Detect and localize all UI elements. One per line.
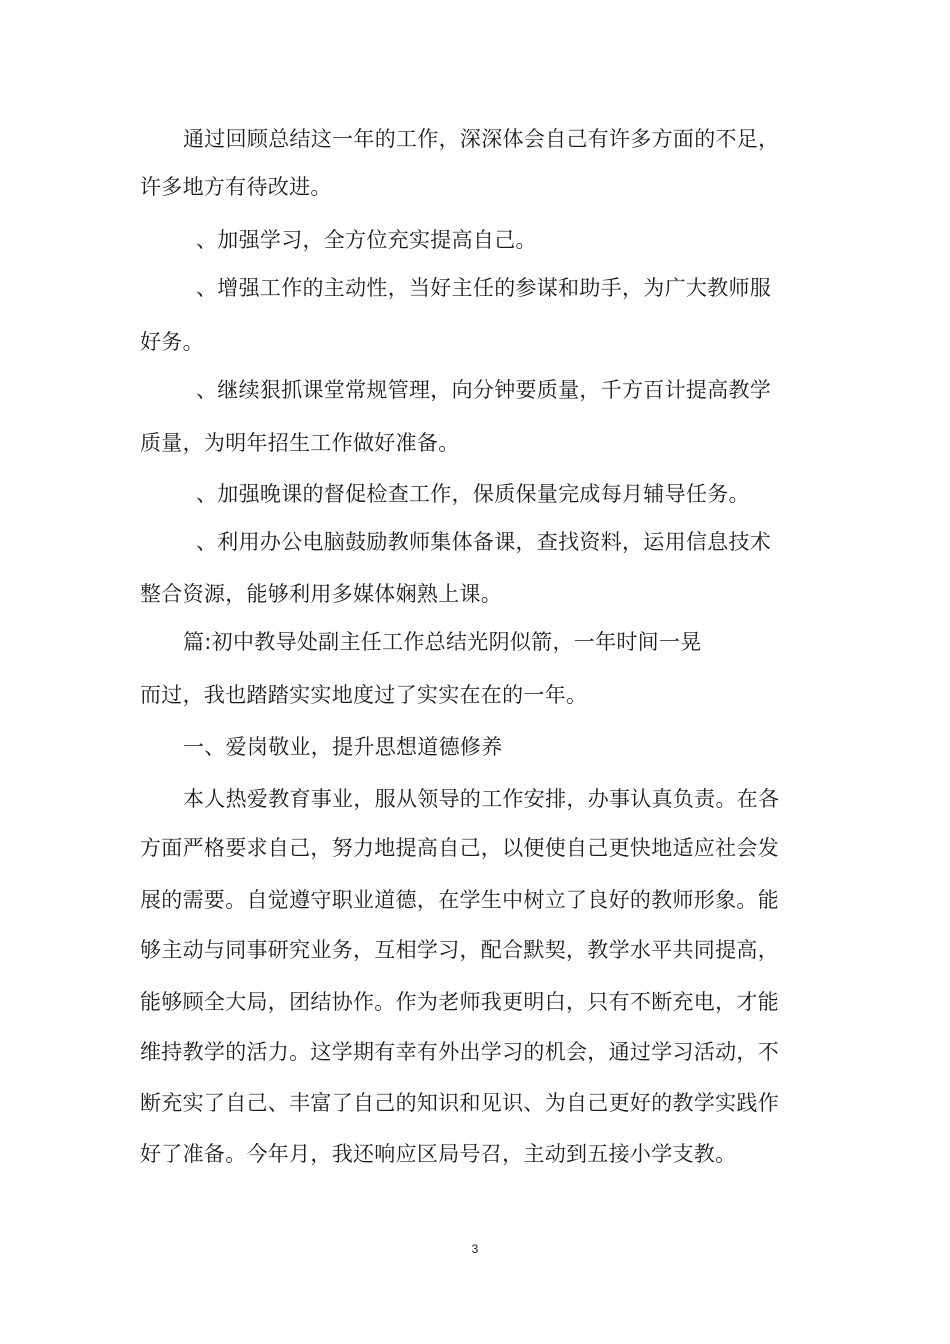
text-line: 展的需要。自觉遵守职业道德，在学生中树立了良好的教师形象。能 (140, 888, 779, 912)
section-heading: 一、爱岗敬业，提升思想道德修养 (183, 735, 503, 759)
page-number: 3 (471, 1242, 479, 1256)
text-line: 质量，为明年招生工作做好准备。 (140, 431, 460, 455)
text-line: 够主动与同事研究业务，互相学习，配合默契，教学水平共同提高， (140, 938, 779, 962)
text-line: 、继续狠抓课堂常规管理，向分钟要质量，千方百计提高教学 (196, 378, 772, 402)
text-line: 方面严格要求自己，努力地提高自己，以便使自己更快地适应社会发 (140, 836, 779, 860)
text-line: 篇:初中教导处副主任工作总结光阴似箭，一年时间一晃 (183, 630, 702, 654)
text-line: 好了准备。今年月，我还响应区局号召，主动到五接小学支教。 (140, 1142, 737, 1166)
text-line: 本人热爱教育事业，服从领导的工作安排，办事认真负责。在各 (183, 787, 780, 811)
text-line: 、增强工作的主动性，当好主任的参谋和助手，为广大教师服 (196, 276, 772, 300)
text-line: 好务。 (140, 330, 204, 354)
text-line: 、加强晚课的督促检查工作，保质保量完成每月辅导任务。 (196, 482, 750, 506)
text-line: 维持教学的活力。这学期有幸有外出学习的机会，通过学习活动，不 (140, 1040, 779, 1064)
text-line: 能够顾全大局，团结协作。作为老师我更明白，只有不断充电，才能 (140, 990, 779, 1014)
text-line: 、利用办公电脑鼓励教师集体备课，查找资料，运用信息技术 (196, 530, 772, 554)
text-line: 而过，我也踏踏实实地度过了实实在在的一年。 (140, 683, 588, 707)
text-line: 许多地方有待改进。 (140, 175, 332, 199)
text-line: 、加强学习，全方位充实提高自己。 (196, 228, 537, 252)
text-line: 断充实了自己、丰富了自己的知识和见识、为自己更好的教学实践作 (140, 1091, 779, 1115)
text-line: 通过回顾总结这一年的工作，深深体会自己有许多方面的不足， (183, 127, 780, 151)
text-line: 整合资源，能够利用多媒体娴熟上课。 (140, 582, 503, 606)
